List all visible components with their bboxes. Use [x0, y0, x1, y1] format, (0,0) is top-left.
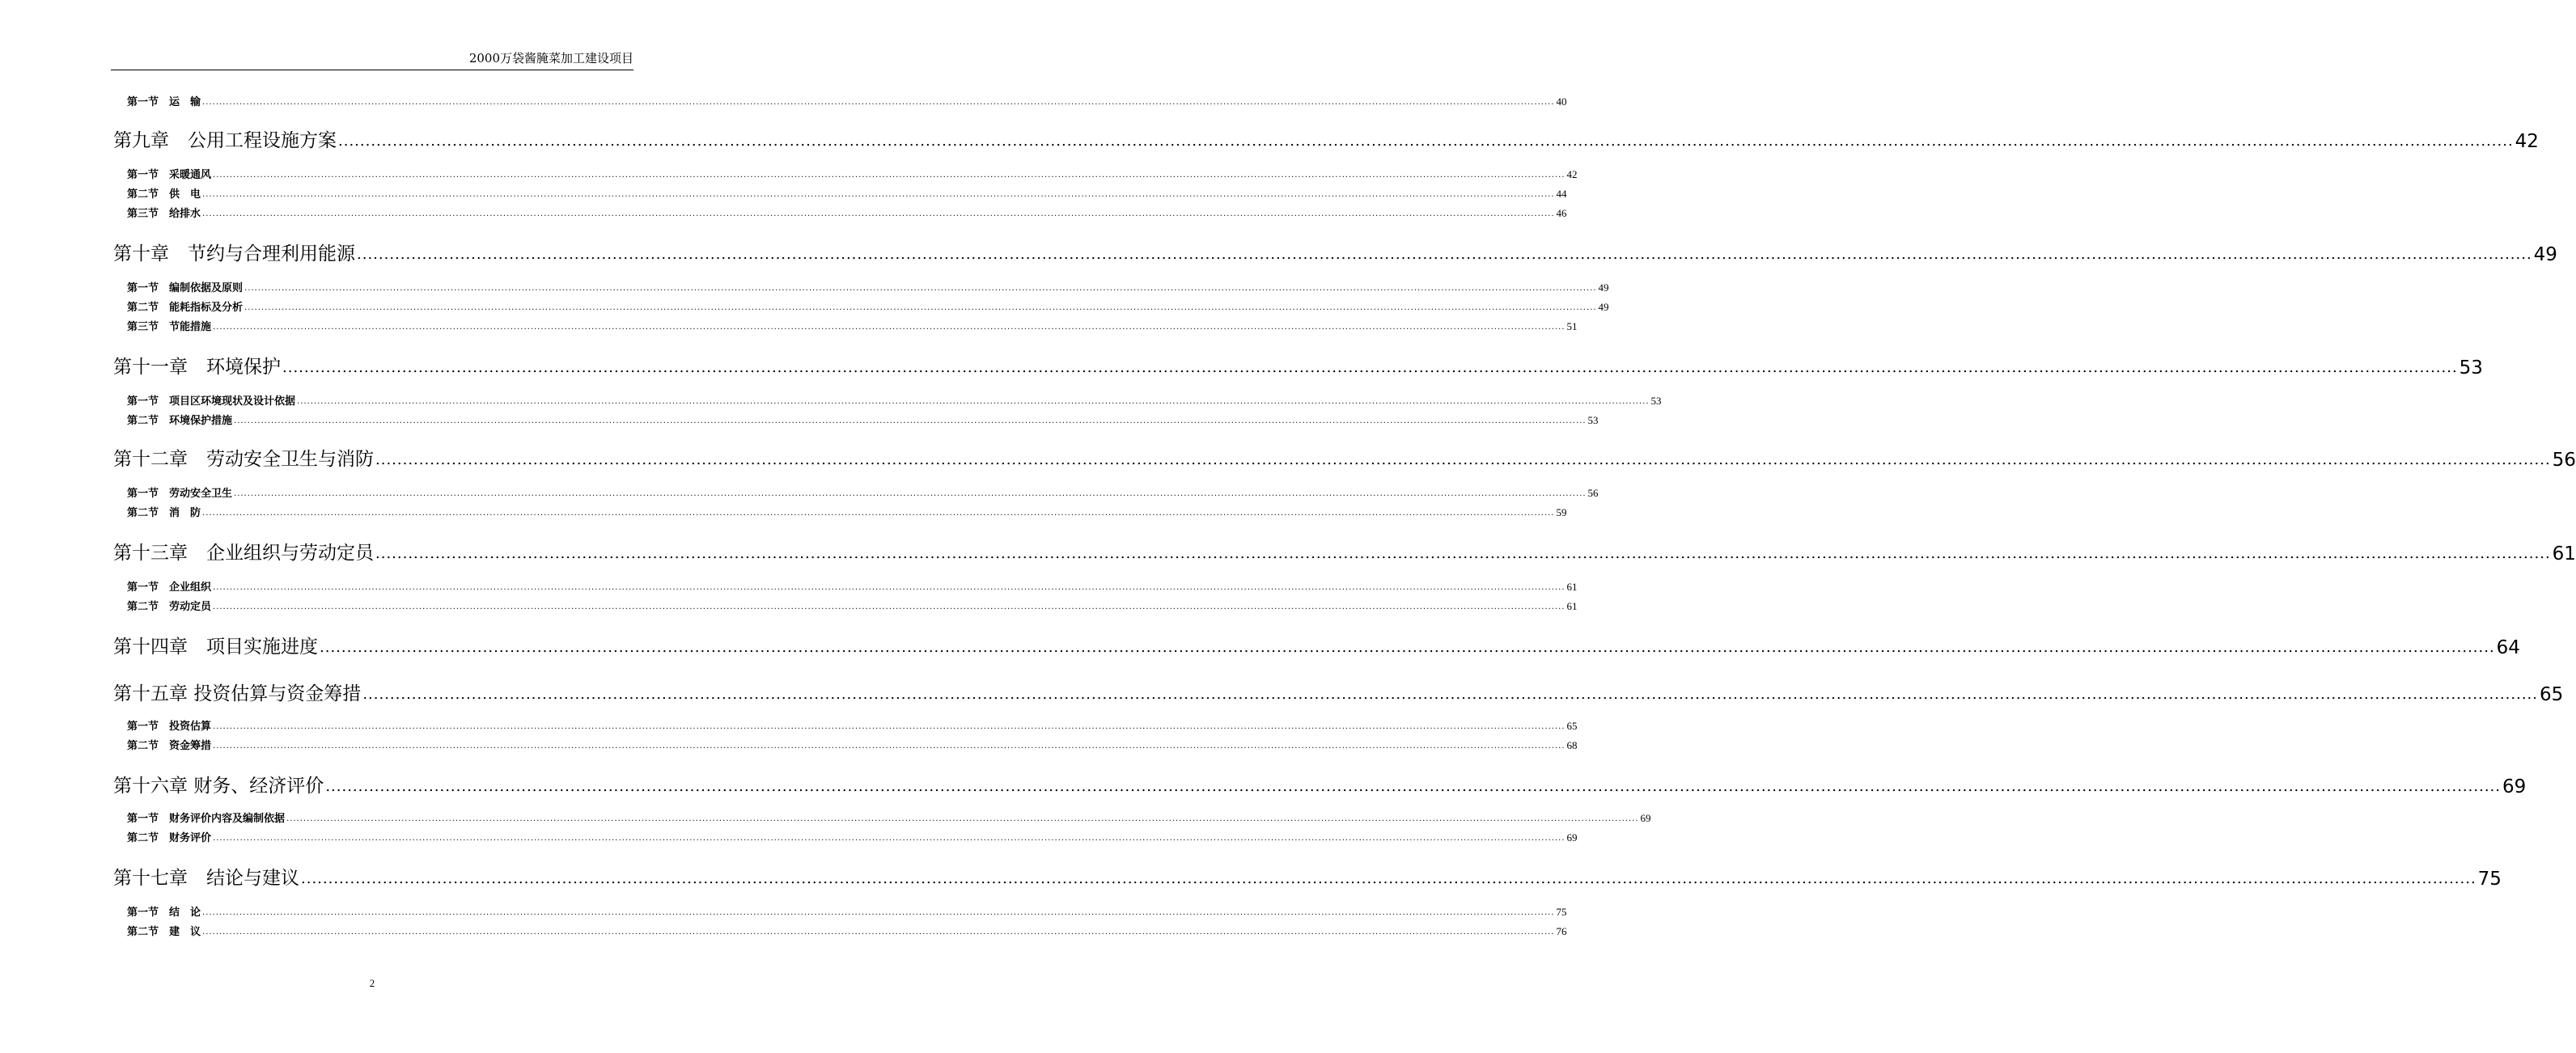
toc-section-entry[interactable] — [127, 409, 1599, 427]
toc-entry-label: 第二节 消 防 — [127, 507, 201, 519]
toc-entry-label: 第二节 资金筹措 — [127, 740, 212, 752]
toc-section-entry[interactable] — [127, 827, 1578, 844]
toc-entry-page: 42 — [1566, 168, 1578, 180]
toc-entry-page: 61 — [2552, 543, 2576, 565]
toc-entry-page: 53 — [1587, 414, 1599, 426]
toc-entry-label: 第一节 编制依据及原则 — [127, 282, 244, 294]
toc-chapter-entry[interactable] — [113, 443, 2576, 471]
toc-entry-label: 第一节 企业组织 — [127, 581, 212, 594]
toc-entry-page: 69 — [1566, 831, 1578, 844]
toc-entry-page: 75 — [2477, 869, 2502, 890]
toc-entry-label: 第一节 采暖通风 — [127, 169, 212, 181]
toc-dot-leader: ................................................................................................................................................................................................................................................................................................................................................................................................................ — [297, 397, 1650, 406]
toc-dot-leader: ................................................................................................................................................................................................................................................................................................................................................................................................................ — [244, 303, 1597, 312]
toc-dot-leader: ................................................................................................................................................................................................................................................................................................................................................................................................................ — [213, 742, 1566, 751]
toc-entry-label: 第十章 节约与合理利用能源 — [113, 243, 355, 264]
toc-dot-leader: ................................................................................................................................................................................................................................................................................................................................................................................................................ — [213, 722, 1566, 731]
toc-entry-page: 53 — [2459, 357, 2483, 378]
toc-entry-page: 56 — [2552, 450, 2576, 471]
toc-dot-leader: ................................................................................................................................................................................................................................................................................................................................................................................................................ — [244, 284, 1597, 293]
toc-entry-page: 46 — [1556, 207, 1567, 219]
page-number: 2 — [369, 977, 375, 989]
toc-section-entry[interactable] — [127, 734, 1578, 752]
toc-dot-leader: ................................................................................................................................................................................................................................................................................................................................................................................................................ — [213, 583, 1566, 592]
toc-chapter-entry[interactable] — [113, 862, 2502, 890]
toc-section-entry[interactable] — [127, 501, 1567, 519]
toc-dot-leader: ................................................................................................................................................................................................................................................................................................................................................................................................................ — [202, 928, 1555, 937]
toc-entry-label: 第十一章 环境保护 — [113, 357, 281, 378]
toc-section-entry[interactable] — [127, 315, 1578, 333]
toc-dot-leader: ................................................................................................................................................................................................................................................................................................................................................................................................................ — [234, 417, 1587, 425]
toc-entry-label: 第十七章 结论与建议 — [113, 868, 299, 889]
toc-section-entry[interactable] — [127, 482, 1599, 500]
toc-dot-leader: ................................................................................................................................................................................................................................................................................................................................................................................................................ — [375, 545, 2551, 562]
toc-entry-page: 65 — [1566, 720, 1578, 732]
toc-dot-leader: ................................................................................................................................................................................................................................................................................................................................................................................................................ — [325, 778, 2501, 795]
toc-entry-page: 49 — [1598, 301, 1609, 313]
toc-entry-page: 61 — [1566, 600, 1578, 612]
toc-section-entry[interactable] — [127, 183, 1567, 201]
toc-entry-page: 64 — [2496, 637, 2520, 658]
toc-entry-label: 第一节 运 输 — [127, 96, 201, 108]
toc-dot-leader: ................................................................................................................................................................................................................................................................................................................................................................................................................ — [234, 489, 1587, 498]
toc-entry-label: 第二节 财务评价 — [127, 832, 212, 844]
toc-entry-label: 第十五章 投资估算与资金筹措 — [113, 683, 362, 704]
toc-chapter-entry[interactable] — [113, 537, 2576, 565]
toc-entry-page: 69 — [2502, 776, 2527, 797]
toc-entry-page: 40 — [1556, 95, 1567, 108]
toc-section-entry[interactable] — [127, 901, 1567, 919]
toc-entry-page: 61 — [1566, 581, 1578, 593]
toc-section-entry[interactable] — [127, 576, 1578, 594]
toc-dot-leader: ................................................................................................................................................................................................................................................................................................................................................................................................................ — [357, 246, 2532, 263]
toc-dot-leader: ................................................................................................................................................................................................................................................................................................................................................................................................................ — [320, 639, 2495, 656]
toc-entry-page: 59 — [1556, 506, 1567, 518]
toc-entry-label: 第十三章 企业组织与劳动定员 — [113, 543, 374, 564]
toc-chapter-entry[interactable] — [113, 238, 2557, 265]
toc-entry-page: 75 — [1556, 906, 1567, 918]
toc-section-entry[interactable] — [127, 202, 1567, 220]
toc-dot-leader: ................................................................................................................................................................................................................................................................................................................................................................................................................ — [202, 98, 1555, 107]
toc-entry-label: 第一节 劳动安全卫生 — [127, 488, 233, 500]
toc-entry-label: 第三节 给排水 — [127, 208, 201, 220]
toc-entry-label: 第一节 投资估算 — [127, 721, 212, 733]
toc-dot-leader: ................................................................................................................................................................................................................................................................................................................................................................................................................ — [362, 686, 2538, 703]
toc-section-entry[interactable] — [127, 807, 1651, 825]
toc-entry-label: 第二节 劳动定员 — [127, 601, 212, 613]
toc-section-entry[interactable] — [127, 595, 1578, 613]
toc-entry-page: 49 — [1598, 281, 1609, 294]
toc-entry-label: 第九章 公用工程设施方案 — [113, 130, 337, 151]
toc-dot-leader: ................................................................................................................................................................................................................................................................................................................................................................................................................ — [202, 190, 1555, 199]
toc-section-entry[interactable] — [127, 390, 1662, 408]
toc-dot-leader: ................................................................................................................................................................................................................................................................................................................................................................................................................ — [202, 509, 1555, 518]
toc-section-entry[interactable] — [127, 277, 1609, 294]
toc-section-entry[interactable] — [127, 920, 1567, 938]
toc-chapter-entry[interactable] — [113, 678, 2564, 705]
toc-dot-leader: ................................................................................................................................................................................................................................................................................................................................................................................................................ — [213, 323, 1566, 332]
toc-entry-page: 56 — [1587, 487, 1599, 499]
toc-entry-page: 44 — [1556, 188, 1567, 200]
toc-entry-page: 76 — [1556, 925, 1567, 937]
toc-entry-page: 42 — [2515, 131, 2539, 152]
toc-entry-page: 49 — [2533, 244, 2557, 265]
toc-dot-leader: ................................................................................................................................................................................................................................................................................................................................................................................................................ — [202, 209, 1555, 218]
toc-entry-label: 第一节 财务评价内容及编制依据 — [127, 813, 286, 825]
toc-chapter-entry[interactable] — [113, 631, 2520, 658]
toc-entry-label: 第一节 结 论 — [127, 907, 201, 919]
toc-dot-leader: ................................................................................................................................................................................................................................................................................................................................................................................................................ — [213, 171, 1566, 180]
toc-entry-page: 65 — [2539, 684, 2564, 705]
toc-chapter-entry[interactable] — [113, 770, 2527, 797]
toc-chapter-entry[interactable] — [113, 125, 2539, 152]
running-header: 2000万袋酱腌菜加工建设项目 — [468, 51, 633, 66]
toc-entry-page: 53 — [1650, 395, 1662, 407]
toc-entry-label: 第二节 供 电 — [127, 188, 201, 201]
toc-dot-leader: ................................................................................................................................................................................................................................................................................................................................................................................................................ — [286, 814, 1639, 823]
toc-entry-label: 第二节 建 议 — [127, 926, 201, 938]
toc-dot-leader: ................................................................................................................................................................................................................................................................................................................................................................................................................ — [375, 451, 2551, 468]
toc-entry-page: 68 — [1566, 739, 1578, 751]
toc-section-entry[interactable] — [127, 715, 1578, 733]
toc-dot-leader: ................................................................................................................................................................................................................................................................................................................................................................................................................ — [338, 133, 2514, 150]
toc-chapter-entry[interactable] — [113, 351, 2483, 378]
toc-entry-page: 69 — [1640, 812, 1651, 824]
toc-entry-page: 51 — [1566, 320, 1578, 332]
toc-section-entry[interactable] — [127, 91, 1567, 108]
toc-dot-leader: ................................................................................................................................................................................................................................................................................................................................................................................................................ — [301, 870, 2476, 887]
toc-entry-label: 第三节 节能措施 — [127, 321, 212, 333]
toc-entry-label: 第十六章 财务、经济评价 — [113, 776, 324, 797]
toc-dot-leader: ................................................................................................................................................................................................................................................................................................................................................................................................................ — [202, 908, 1555, 917]
toc-section-entry[interactable] — [127, 296, 1609, 314]
toc-entry-label: 第一节 项目区环境现状及设计依据 — [127, 395, 296, 408]
toc-entry-label: 第二节 能耗指标及分析 — [127, 302, 244, 314]
toc-dot-leader: ................................................................................................................................................................................................................................................................................................................................................................................................................ — [213, 603, 1566, 611]
toc-section-entry[interactable] — [127, 163, 1578, 181]
toc-dot-leader: ................................................................................................................................................................................................................................................................................................................................................................................................................ — [282, 359, 2458, 376]
toc-entry-label: 第十二章 劳动安全卫生与消防 — [113, 449, 374, 470]
toc-entry-label: 第二节 环境保护措施 — [127, 415, 233, 427]
toc-entry-label: 第十四章 项目实施进度 — [113, 636, 318, 658]
toc-dot-leader: ................................................................................................................................................................................................................................................................................................................................................................................................................ — [213, 834, 1566, 843]
